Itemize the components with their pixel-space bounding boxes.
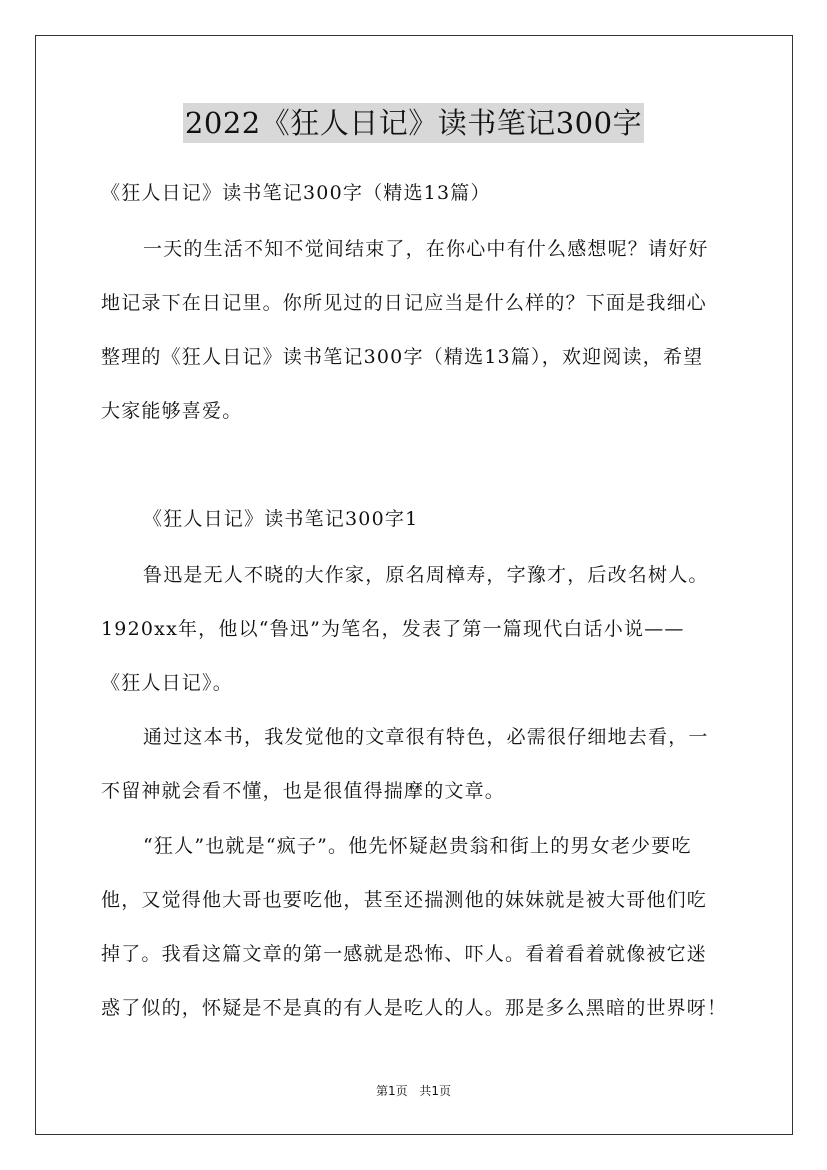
paragraph1-line-2: 1920xx年，他以“鲁迅”为笔名，发表了第一篇现代白话小说—— [101,618,685,640]
paragraph1-line-1: 鲁迅是无人不晓的大作家，原名周樟寿，字豫才，后改名树人。 [143,564,709,586]
intro-line-2: 地记录下在日记里。你所见过的日记应当是什么样的？下面是我细心 [101,292,708,314]
page-number: 第1页 [375,1084,408,1098]
paragraph2-line-2: 不留神就会看不懂，也是很值得揣摩的文章。 [101,780,506,802]
paragraph3-line-2: 他，又觉得他大哥也要吃他，甚至还揣测他的妹妹就是被大哥他们吃 [101,889,708,911]
section-heading: 《狂人日记》读书笔记300字1 [143,508,419,530]
paragraph3-line-1: “狂人”也就是“疯子”。他先怀疑赵贵翁和街上的男女老少要吃 [143,835,692,857]
intro-line-1: 一天的生活不知不觉间结束了，在你心中有什么感想呢？请好好 [143,238,709,260]
document-title: 2022《狂人日记》读书笔记300字 [183,103,644,143]
page-total: 共1页 [419,1084,452,1098]
paragraph1-line-3: 《狂人日记》。 [101,672,233,694]
document-subtitle: 《狂人日记》读书笔记300字（精选13篇） [101,182,491,204]
paragraph2-line-1: 通过这本书，我发觉他的文章很有特色，必需很仔细地去看，一 [143,726,709,748]
intro-line-3: 整理的《狂人日记》读书笔记300字（精选13篇），欢迎阅读，希望 [101,346,704,368]
title-container [0,103,827,143]
paragraph3-line-3: 掉了。我看这篇文章的第一感就是恐怖、吓人。看着看着就像被它迷 [101,943,708,965]
intro-line-4: 大家能够喜爱。 [101,400,243,422]
paragraph3-line-4: 惑了似的，怀疑是不是真的有人是吃人的人。那是多么黑暗的世界呀！ [101,997,728,1019]
page-footer [0,1083,827,1099]
